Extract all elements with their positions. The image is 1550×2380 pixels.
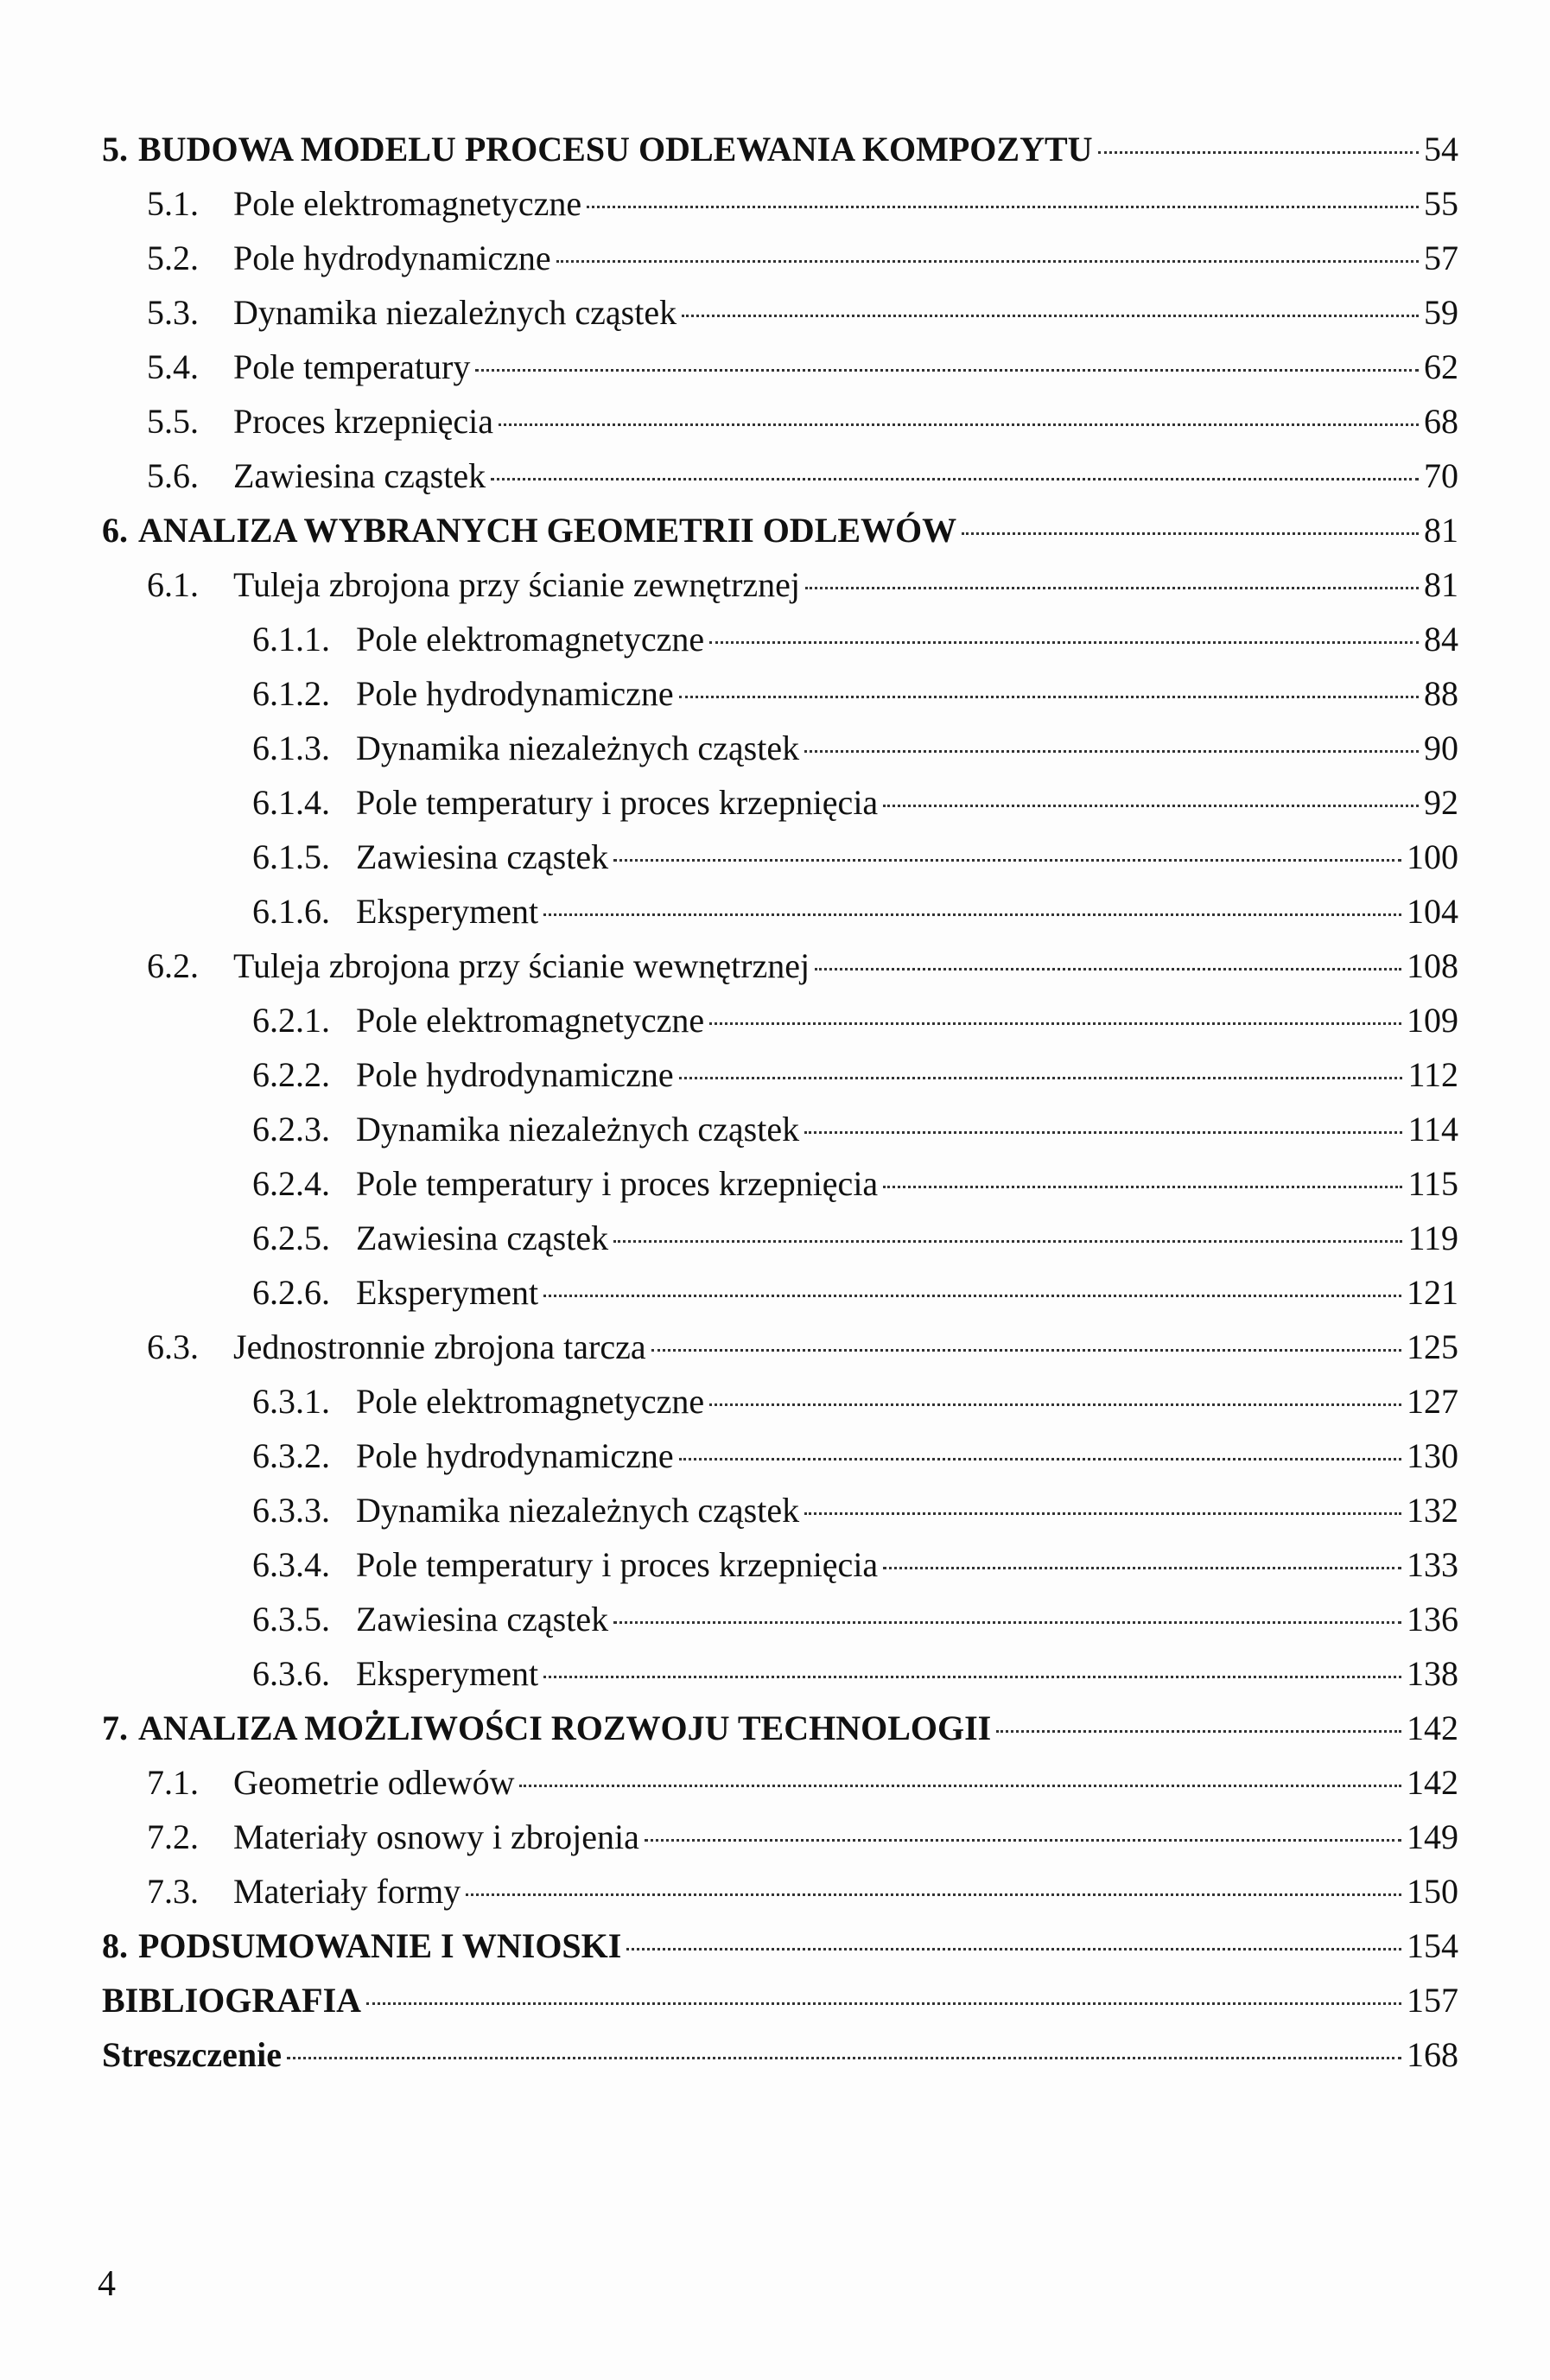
toc-dot-leader [679, 1458, 1401, 1460]
toc-entry-page: 168 [1407, 2035, 1458, 2074]
toc-entry-number: 5.2. [147, 239, 199, 277]
toc-entry-6-3-6[interactable] [102, 1646, 1458, 1701]
toc-entry-6-2-5[interactable] [102, 1211, 1458, 1265]
toc-entry-number: 6.2.1. [252, 1001, 330, 1040]
toc-dot-leader [613, 859, 1401, 862]
toc-entry-number: 6.3.4. [252, 1545, 330, 1584]
toc-entry-page: 154 [1407, 1926, 1458, 1965]
toc-entry-title: Zawiesina cząstek [233, 456, 486, 495]
toc-dot-leader [883, 805, 1419, 807]
toc-dot-leader [805, 587, 1419, 589]
page-number: 4 [98, 2264, 116, 2304]
toc-entry-6-1-5[interactable] [102, 830, 1458, 884]
toc-dot-leader [709, 1403, 1401, 1406]
toc-entry-6-3-4[interactable] [102, 1537, 1458, 1592]
toc-entry-page: 115 [1407, 1164, 1458, 1203]
toc-dot-leader [883, 1186, 1402, 1188]
toc-entry-5-1[interactable] [102, 176, 1458, 231]
toc-entry-5-4[interactable] [102, 340, 1458, 394]
toc-entry-page: 121 [1407, 1273, 1458, 1312]
toc-entry-page: 127 [1407, 1382, 1458, 1421]
toc-entry-page: 57 [1424, 239, 1458, 277]
toc-entry-6-2-4[interactable] [102, 1156, 1458, 1211]
toc-entry-title: Dynamika niezależnych cząstek [233, 293, 677, 332]
toc-entry-page: 84 [1424, 620, 1458, 659]
toc-dot-leader [682, 315, 1419, 317]
toc-entry-number: 6.3.2. [252, 1436, 330, 1475]
toc-dot-leader [556, 260, 1419, 263]
toc-entry-title: Pole elektromagnetyczne [356, 620, 705, 659]
toc-entry-number: 6.1.5. [252, 837, 330, 876]
toc-entry-number: 5. [102, 130, 128, 169]
toc-entry-number: 6.1.1. [252, 620, 330, 659]
toc-entry-page: 108 [1407, 946, 1458, 985]
toc-entry-number: 6.2.3. [252, 1110, 330, 1149]
toc-dot-leader [543, 1295, 1401, 1297]
toc-entry-title: Tuleja zbrojona przy ścianie wewnętrznej [233, 946, 810, 985]
toc-entry-6-2-6[interactable] [102, 1265, 1458, 1320]
toc-entry-7-1[interactable] [102, 1755, 1458, 1810]
toc-entry-number: 5.4. [147, 347, 199, 386]
toc-entry-page: 54 [1424, 130, 1458, 169]
toc-entry-page: 150 [1407, 1872, 1458, 1911]
toc-entry-7[interactable] [102, 1701, 1458, 1755]
toc-dot-leader [366, 2002, 1401, 2005]
toc-entry-number: 6.2.5. [252, 1219, 330, 1257]
toc-entry-page: 136 [1407, 1600, 1458, 1639]
toc-dot-leader [613, 1621, 1401, 1624]
toc-entry-number: 6.1.3. [252, 729, 330, 767]
toc-dot-leader [475, 369, 1419, 372]
toc-entry-title: Pole hydrodynamiczne [356, 674, 674, 713]
toc-entry-title: Materiały osnowy i zbrojenia [233, 1817, 639, 1856]
toc-entry-6-1-4[interactable] [102, 775, 1458, 830]
toc-entry-6[interactable] [102, 503, 1458, 557]
toc-entry-title: Eksperyment [356, 1273, 539, 1312]
toc-dot-leader [613, 1240, 1402, 1243]
toc-dot-leader [466, 1893, 1401, 1896]
toc-entry-page: 59 [1424, 293, 1458, 332]
toc-dot-leader [543, 1676, 1401, 1678]
toc-entry-number: 7.2. [147, 1817, 199, 1856]
toc-dot-leader [804, 750, 1419, 753]
toc-entry-title: Geometrie odlewów [233, 1763, 515, 1802]
toc-entry-number: 5.3. [147, 293, 199, 332]
toc-entry-page: 55 [1424, 184, 1458, 223]
toc-entry-page: 142 [1407, 1763, 1458, 1802]
toc-entry-page: 90 [1424, 729, 1458, 767]
toc-entry-title: Eksperyment [356, 892, 539, 931]
toc-entry-title: BUDOWA MODELU PROCESU ODLEWANIA KOMPOZYTU [138, 130, 1093, 169]
toc-dot-leader [804, 1512, 1401, 1515]
toc-entry-5[interactable] [102, 122, 1458, 176]
toc-dot-leader [287, 2057, 1401, 2059]
toc-entry-number: 6.3.6. [252, 1654, 330, 1693]
toc-entry-title: Pole temperatury i proces krzepnięcia [356, 1545, 879, 1584]
toc-entry-page: 119 [1407, 1219, 1458, 1257]
toc-entry-7-3[interactable] [102, 1864, 1458, 1919]
toc-entry-title: Tuleja zbrojona przy ścianie zewnętrznej [233, 565, 801, 604]
toc-entry-page: 132 [1407, 1491, 1458, 1530]
toc-entry-7-2[interactable] [102, 1810, 1458, 1864]
toc-entry-page: 81 [1424, 511, 1458, 550]
toc-entry-5-5[interactable] [102, 394, 1458, 449]
toc-entry-8[interactable] [102, 1919, 1458, 1973]
toc-entry-5-6[interactable] [102, 449, 1458, 503]
toc-entry-bibliografia[interactable] [102, 1973, 1458, 2027]
toc-entry-number: 6.2.6. [252, 1273, 330, 1312]
toc-dot-leader [491, 478, 1419, 480]
toc-dot-leader [499, 423, 1419, 426]
toc-entry-number: 6.1. [147, 565, 199, 604]
toc-entry-6-3-2[interactable] [102, 1429, 1458, 1483]
toc-entry-number: 6. [102, 511, 128, 550]
toc-entry-title: Pole temperatury [233, 347, 471, 386]
toc-dot-leader [587, 206, 1419, 208]
toc-entry-title: Dynamika niezależnych cząstek [356, 1110, 800, 1149]
toc-entry-5-3[interactable] [102, 285, 1458, 340]
toc-entry-page: 112 [1407, 1055, 1458, 1094]
toc-dot-leader [804, 1131, 1402, 1134]
toc-dot-leader [679, 696, 1419, 698]
table-of-contents [102, 122, 1458, 2082]
toc-entry-6-1-3[interactable] [102, 721, 1458, 775]
toc-entry-title: Streszczenie [102, 2035, 283, 2074]
toc-entry-page: 70 [1424, 456, 1458, 495]
toc-entry-5-2[interactable] [102, 231, 1458, 285]
toc-entry-title: Pole elektromagnetyczne [356, 1001, 705, 1040]
toc-entry-title: Dynamika niezależnych cząstek [356, 729, 800, 767]
toc-entry-page: 142 [1407, 1709, 1458, 1747]
toc-entry-title: Pole temperatury i proces krzepnięcia [356, 783, 879, 822]
toc-entry-number: 6.3. [147, 1327, 199, 1366]
toc-entry-page: 114 [1407, 1110, 1458, 1149]
toc-entry-title: BIBLIOGRAFIA [102, 1981, 362, 2020]
toc-dot-leader [709, 1022, 1401, 1025]
toc-dot-leader [1098, 151, 1419, 154]
toc-entry-number: 7.3. [147, 1872, 199, 1911]
toc-dot-leader [543, 913, 1401, 916]
toc-entry-title: Materiały formy [233, 1872, 461, 1911]
toc-entry-page: 68 [1424, 402, 1458, 441]
toc-entry-title: ANALIZA MOŻLIWOŚCI ROZWOJU TECHNOLOGII [138, 1709, 992, 1747]
toc-entry-6-2-1[interactable] [102, 993, 1458, 1047]
toc-entry-title: Pole elektromagnetyczne [233, 184, 582, 223]
toc-entry-number: 6.1.2. [252, 674, 330, 713]
toc-entry-number: 7.1. [147, 1763, 199, 1802]
toc-entry-number: 6.1.6. [252, 892, 330, 931]
toc-entry-number: 5.5. [147, 402, 199, 441]
toc-entry-page: 92 [1424, 783, 1458, 822]
toc-entry-page: 100 [1407, 837, 1458, 876]
toc-dot-leader [709, 641, 1419, 644]
toc-entry-6-1[interactable] [102, 557, 1458, 612]
toc-entry-title: Pole hydrodynamiczne [356, 1055, 674, 1094]
toc-entry-title: Pole hydrodynamiczne [356, 1436, 674, 1475]
toc-entry-page: 81 [1424, 565, 1458, 604]
toc-entry-page: 138 [1407, 1654, 1458, 1693]
toc-entry-6-3[interactable] [102, 1320, 1458, 1374]
toc-dot-leader [815, 968, 1401, 970]
toc-dot-leader [651, 1349, 1401, 1352]
toc-entry-number: 6.3.5. [252, 1600, 330, 1639]
toc-entry-title: Zawiesina cząstek [356, 837, 609, 876]
toc-entry-title: Pole hydrodynamiczne [233, 239, 551, 277]
toc-entry-number: 8. [102, 1926, 128, 1965]
toc-entry-number: 6.2. [147, 946, 199, 985]
toc-entry-title: Jednostronnie zbrojona tarcza [233, 1327, 646, 1366]
toc-entry-streszczenie[interactable] [102, 2027, 1458, 2082]
toc-dot-leader [679, 1077, 1403, 1079]
toc-entry-6-2-3[interactable] [102, 1102, 1458, 1156]
toc-entry-page: 157 [1407, 1981, 1458, 2020]
toc-entry-number: 6.2.2. [252, 1055, 330, 1094]
toc-entry-title: ANALIZA WYBRANYCH GEOMETRII ODLEWÓW [138, 511, 957, 550]
toc-entry-title: Zawiesina cząstek [356, 1219, 609, 1257]
toc-entry-title: Eksperyment [356, 1654, 539, 1693]
toc-entry-title: Proces krzepnięcia [233, 402, 493, 441]
toc-entry-page: 104 [1407, 892, 1458, 931]
toc-entry-page: 125 [1407, 1327, 1458, 1366]
toc-entry-page: 133 [1407, 1545, 1458, 1584]
toc-dot-leader [883, 1567, 1401, 1569]
toc-entry-number: 7. [102, 1709, 128, 1747]
toc-entry-6-1-2[interactable] [102, 666, 1458, 721]
toc-entry-number: 5.6. [147, 456, 199, 495]
toc-entry-title: PODSUMOWANIE I WNIOSKI [138, 1926, 622, 1965]
toc-entry-6-2-2[interactable] [102, 1047, 1458, 1102]
toc-entry-number: 6.3.3. [252, 1491, 330, 1530]
toc-entry-number: 6.1.4. [252, 783, 330, 822]
toc-entry-page: 149 [1407, 1817, 1458, 1856]
toc-entry-number: 6.3.1. [252, 1382, 330, 1421]
toc-entry-number: 6.2.4. [252, 1164, 330, 1203]
toc-entry-title: Pole elektromagnetyczne [356, 1382, 705, 1421]
toc-entry-title: Pole temperatury i proces krzepnięcia [356, 1164, 879, 1203]
toc-entry-page: 109 [1407, 1001, 1458, 1040]
toc-entry-6-1-6[interactable] [102, 884, 1458, 939]
toc-entry-6-2[interactable] [102, 939, 1458, 993]
toc-dot-leader [645, 1839, 1401, 1842]
toc-entry-title: Dynamika niezależnych cząstek [356, 1491, 800, 1530]
toc-entry-6-1-1[interactable] [102, 612, 1458, 666]
toc-entry-page: 130 [1407, 1436, 1458, 1475]
toc-dot-leader [519, 1785, 1401, 1787]
toc-dot-leader [996, 1730, 1401, 1733]
toc-entry-6-3-3[interactable] [102, 1483, 1458, 1537]
toc-entry-page: 62 [1424, 347, 1458, 386]
toc-dot-leader [962, 532, 1419, 535]
toc-dot-leader [626, 1948, 1401, 1950]
toc-entry-6-3-1[interactable] [102, 1374, 1458, 1429]
toc-entry-number: 5.1. [147, 184, 199, 223]
toc-entry-6-3-5[interactable] [102, 1592, 1458, 1646]
toc-entry-title: Zawiesina cząstek [356, 1600, 609, 1639]
toc-entry-page: 88 [1424, 674, 1458, 713]
